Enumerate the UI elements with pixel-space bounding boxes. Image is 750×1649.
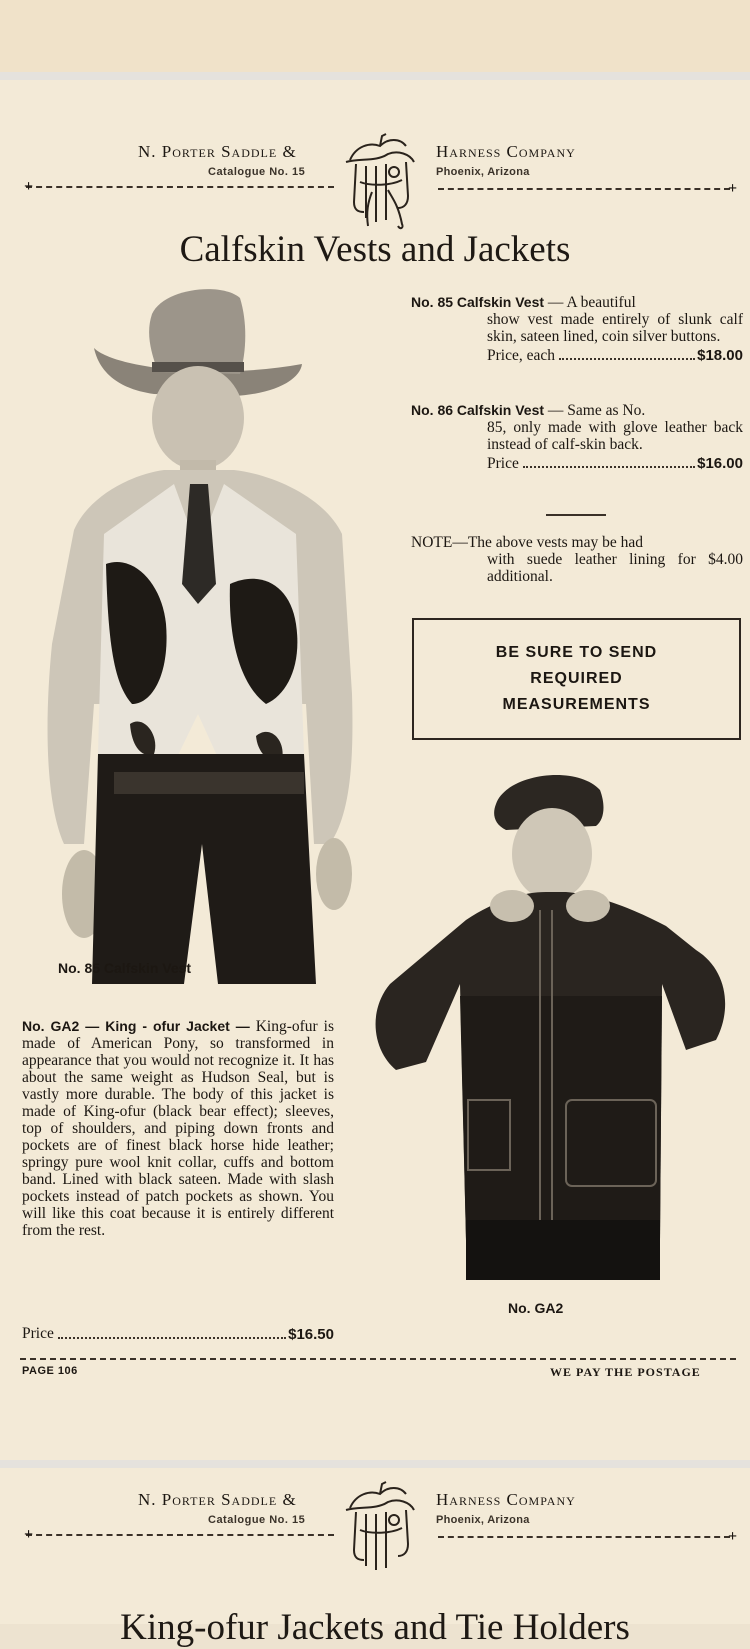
leader-dots (523, 466, 695, 468)
next-page-title: King-ofur Jackets and Tie Holders (120, 1607, 630, 1648)
item-desc-first: — Same as No. (544, 402, 646, 419)
rule-end-ornament-left: + (24, 1526, 34, 1543)
catalogue-number: Catalogue No. 15 (208, 166, 306, 178)
header-rule-left (26, 1534, 334, 1536)
company-name-right: Harness Company (436, 1490, 576, 1509)
item-desc-first: — A beautiful (544, 294, 636, 311)
page-header (0, 80, 750, 200)
price-label: Price (487, 455, 519, 472)
jacket-body: King-ofur is made of American Pony, so transformed in appearance that you would not recognize it. It has about the same weight as Hudson Seal, but is vastly more durable. The body of this jacket is made of King-ofur (black bear effect); sleeves, top of shoulders, and piping down fronts and pockets are of finest black horse hide leather; springy pure wool knit collar, cuffs and bottom band. Lined with black sateen. Made with slash pockets instead of patch pockets as shown. You will like this coat because it is entirely different from the rest. (22, 1018, 335, 1239)
price-label: Price, each (487, 347, 555, 364)
footer-rule (20, 1358, 736, 1360)
item-name: Calfskin Vest (456, 294, 545, 310)
item-price-line (411, 347, 743, 364)
item-description: show vest made entirely of slunk calf skin, sateen lined, coin silver buttons. (487, 311, 743, 345)
page-title: Calfskin Vests and Jackets (179, 229, 571, 270)
company-location: Phoenix, Arizona (436, 1514, 530, 1526)
jacket-description (22, 1018, 334, 1239)
company-name-left: N. Porter Saddle & (138, 1490, 297, 1509)
price-amount: $16.00 (697, 455, 743, 472)
saddle-logo (336, 132, 422, 230)
item-description: 85, only made with glove leather back instead of calf-skin back. (487, 419, 743, 453)
king-ofur-jacket-photo (356, 770, 742, 1290)
price-amount: $18.00 (697, 347, 743, 364)
company-name-left: N. Porter Saddle & (138, 142, 297, 161)
postage-notice: WE PAY THE POSTAGE (550, 1365, 701, 1379)
vest-photo-caption: No. 85 Calfskin Vest (58, 960, 192, 976)
header-rule-right (438, 188, 730, 190)
page-number: PAGE 106 (22, 1365, 78, 1377)
product-item-85 (411, 294, 743, 364)
page-header (0, 1428, 750, 1548)
item-name: Calfskin Vest (456, 402, 545, 418)
item-number: No. 85 (411, 294, 454, 310)
measurements-notice-box (412, 618, 741, 740)
rule-end-ornament-right: + (728, 1528, 738, 1545)
section-divider (546, 514, 606, 516)
price-label: Price (22, 1325, 54, 1342)
product-item-86 (411, 402, 743, 472)
jacket-photo-caption: No. GA2 (508, 1300, 564, 1316)
saddle-logo (336, 1480, 422, 1578)
leader-dots (58, 1337, 286, 1339)
item-price-line (411, 455, 743, 472)
lining-note (411, 534, 743, 585)
catalogue-page-next (0, 1468, 750, 1648)
jacket-lead: No. GA2 — King - ofur Jacket — (22, 1018, 250, 1034)
notice-line-3: MEASUREMENTS (502, 696, 651, 713)
leader-dots (559, 358, 695, 360)
viewer-top-margin (0, 0, 750, 72)
header-rule-left (26, 186, 334, 188)
catalogue-page (0, 80, 750, 1460)
jacket-price-line (22, 1325, 334, 1343)
company-location: Phoenix, Arizona (436, 166, 530, 178)
item-number: No. 86 (411, 402, 454, 418)
price-amount: $16.50 (288, 1326, 334, 1343)
calfskin-vest-photo (34, 284, 368, 984)
notice-line-2: REQUIRED (530, 670, 623, 687)
header-rule-right (438, 1536, 730, 1538)
notice-line-1: BE SURE TO SEND (495, 644, 658, 661)
rule-end-ornament-left: + (24, 178, 34, 195)
company-name-right: Harness Company (436, 142, 576, 161)
catalogue-number: Catalogue No. 15 (208, 1514, 306, 1526)
page-separator (0, 72, 750, 80)
note-rest: with suede leather lining for $4.00 additional. (487, 551, 743, 585)
note-lead: NOTE—The above vests may be had (411, 534, 644, 551)
rule-end-ornament-right: + (728, 180, 738, 197)
